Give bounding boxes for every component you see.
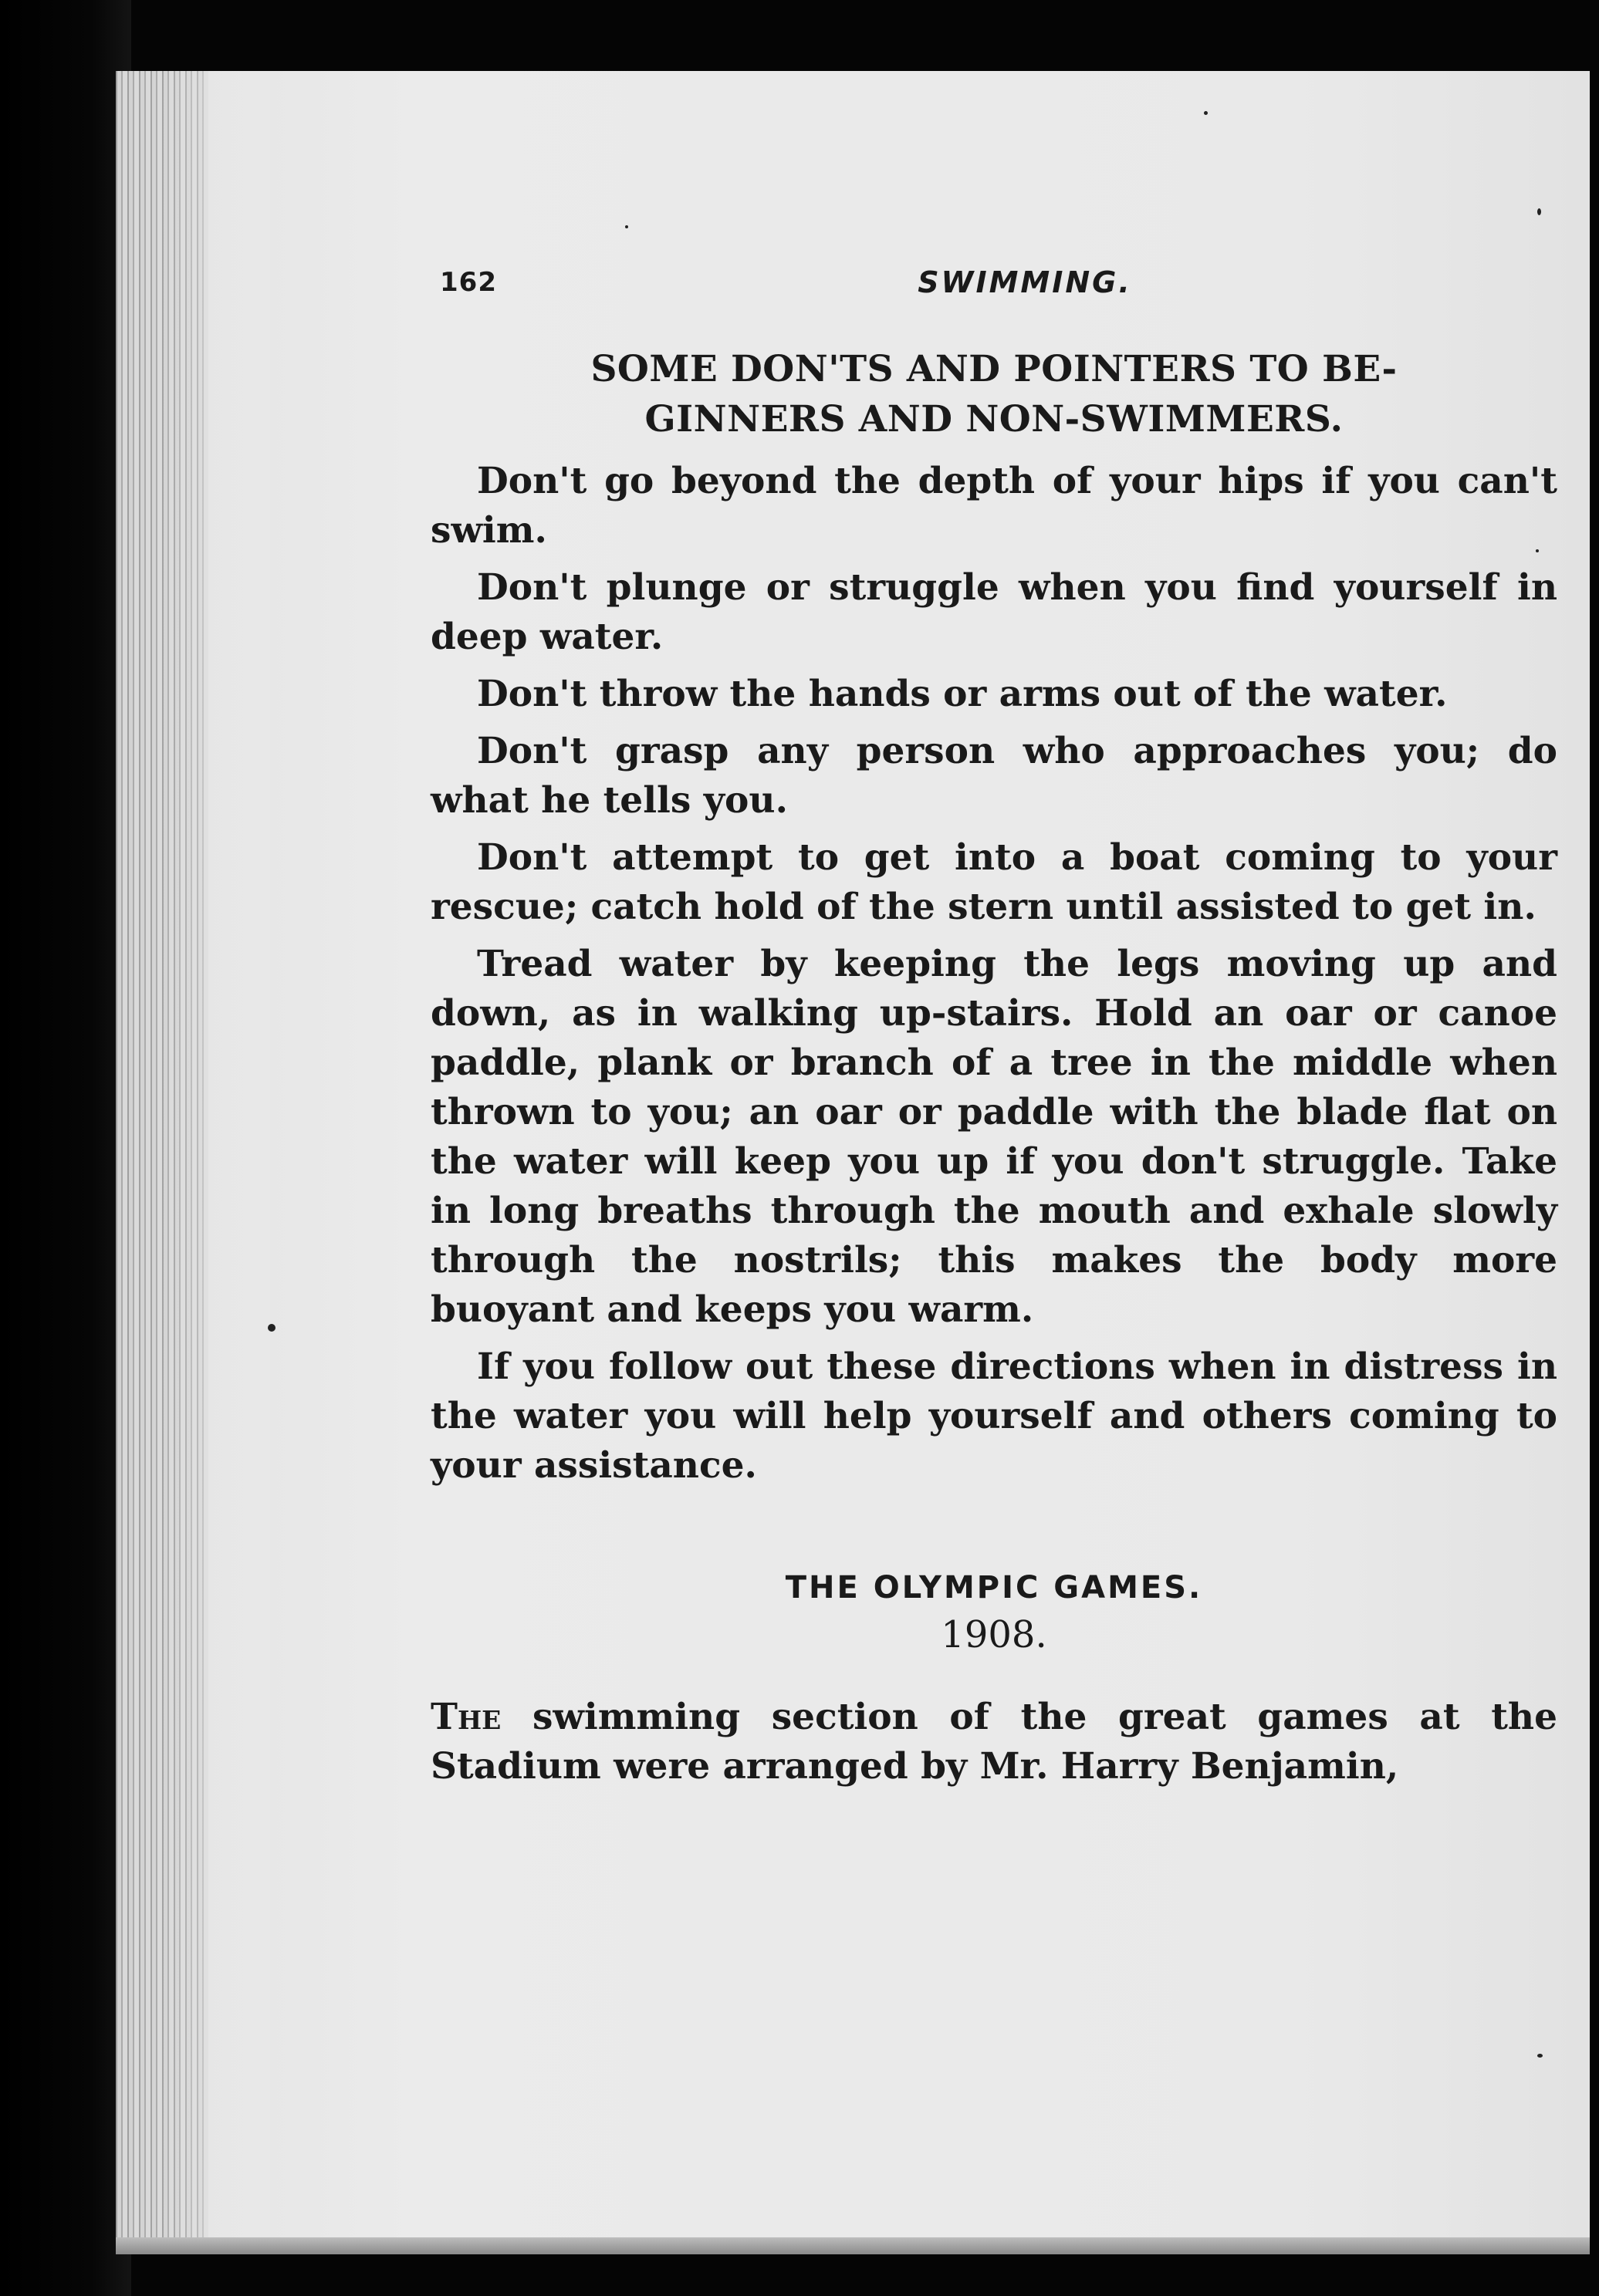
paragraph-boat: Don't attempt to get into a boat coming to your rescue; catch hold of the stern until assisted to get in. [431, 836, 1557, 928]
section-title [431, 344, 1557, 444]
olympic-heading: THE OLYMPIC GAMES. [785, 1570, 1203, 1606]
running-head [431, 256, 1557, 318]
page-number: 162 [440, 267, 497, 298]
speck [1204, 111, 1208, 115]
page-content [431, 256, 1557, 1791]
paragraph-hips: Don't go beyond the depth of your hips if you can't swim. [431, 460, 1557, 552]
book-page [116, 71, 1590, 2254]
running-title: SWIMMING. [918, 265, 1132, 299]
olympic-year: 1908. [941, 1613, 1047, 1656]
paragraph-hands: Don't throw the hands or arms out of the water. [477, 673, 1448, 715]
olympic-paragraph [431, 1693, 1557, 1791]
section-title-line-2: GINNERS AND NON-SWIMMERS. [644, 398, 1344, 441]
page-edge-fade [162, 71, 270, 2254]
speck [1537, 2054, 1543, 2058]
speck [268, 1324, 276, 1332]
page-bottom-edge [116, 2237, 1590, 2254]
olympic-text-rest: swimming section of the great games at the Stadium were arranged by Mr. Harry Benjamin, [431, 1696, 1557, 1788]
body-text [431, 457, 1557, 1491]
book-spine-shadow [0, 0, 131, 2296]
paragraph-grasp: Don't grasp any person who approaches you; do what he tells you. [431, 730, 1557, 822]
paragraph-directions: If you follow out these directions when in distress in the water you will help yourself and others coming to your assistance. [431, 1346, 1557, 1487]
speck [625, 225, 628, 228]
speck [1537, 208, 1541, 215]
olympic-lead-word: The [431, 1696, 502, 1738]
section-title-line-1: SOME DON'TS AND POINTERS TO BE- [590, 348, 1398, 390]
paragraph-plunge: Don't plunge or struggle when you find yourself in deep water. [431, 566, 1557, 658]
paragraph-tread-water: Tread water by keeping the legs moving up and down, as in walking up-stairs. Hold an oar or canoe paddle, plank or branch of a tree in the middle when thrown to you; an oar or paddle with the blade flat on the water will keep you up if you don't struggle. Take in long breaths through the mouth and exhale slowly through the nostrils; this makes the body more buoyant and keeps you warm. [431, 943, 1557, 1331]
